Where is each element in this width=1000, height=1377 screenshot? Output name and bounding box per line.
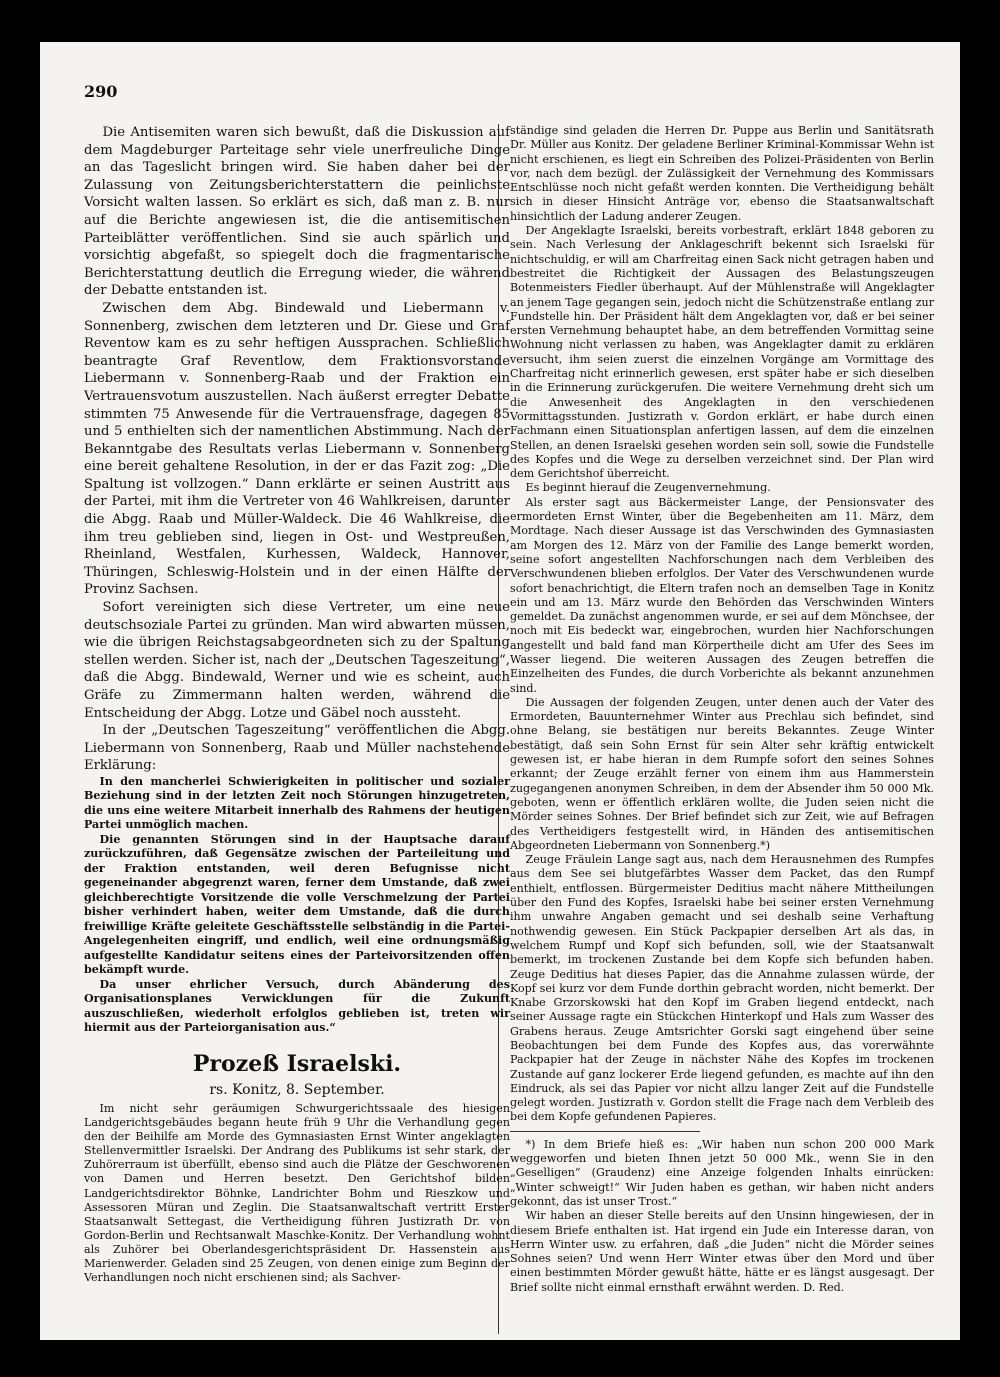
footnote-paragraph: *) In dem Briefe hieß es: „Wir haben nun schon 200 000 Mark weggeworfen und bieten Ihnen jetzt 50 000 Mk., wenn Sie in den „Geselligen“ (Graudenz) eine Anzeige folgenden Inhalts einrücken: „Winter schweigt!“ Wir Juden haben es gethan, wir haben nicht anders gekonnt, das ist unser Trost.“: [510, 1137, 934, 1208]
article-paragraph: Die Antisemiten waren sich bewußt, daß die Diskussion auf dem Magdeburger Parteitage sehr viele unerfreuliche Dinge an das Tageslicht bringen wird. Sie haben daher bei der Zulassung von Zeitungsberichterstattern die peinlichste Vorsicht walten lassen. So erklärt es sich, daß man z. B. nur auf die Berichte angewiesen ist, die die antisemitischen Parteiblätter veröffentlichen. Sind sie auch spärlich und vorsichtig abgefaßt, so spiegelt doch die fragmentarische Berichterstattung deutlich die Erregung wieder, die während der Debatte entstanden ist.: [84, 125, 510, 299]
article-paragraph: Zeuge Fräulein Lange sagt aus, nach dem Herausnehmen des Rumpfes aus dem See sei blutgefärbtes Wasser dem Packet, das den Rumpf enthielt, entflossen. Bürgermeister Deditius macht nähere Mittheilungen über den Fund des Kopfes, Israelski habe bei seiner ersten Vernehmung ihm unwahre Angaben gemacht und sei deshalb seine Verhaftung nothwendig gewesen. Ein Stück Packpapier derselben Art als das, in welchem Rumpf und Kopf sich befunden, soll, wie der Staatsanwalt bemerkt, im trockenen Zustande bei dem Kopfe sich befunden haben. Zeuge Deditius hat dieses Papier, das die Annahme zulassen würde, der Kopf sei kurz vor dem Funde dorthin gebracht worden, nicht bemerkt. Der Knabe Grzorskowski hat den Kopf im Graben liegend entdeckt, nach seiner Aussage ragte ein Stückchen Hinterkopf und Hals zum Wasser des Grabens heraus. Zeuge Amtsrichter Gorski sagt eingehend über seine Beobachtungen bei dem Funde des Kopfes aus, das vorerwähnte Packpapier hat der Zeuge in nächster Nähe des Kopfes im trockenen Zustande auf ganz lockerer Erde liegend gefunden, es machte auf ihn den Eindruck, als sei das Papier vor nicht allzu langer Zeit auf die Fundstelle gelegt worden. Justizrath v. Gordon stellt die Frage nach dem Verbleib des bei dem Kopfe gefundenen Papieres.: [510, 853, 934, 1124]
left-column: [84, 124, 510, 1285]
dateline: rs. Konitz, 8. September.: [209, 1081, 385, 1098]
article-paragraph: Es beginnt hierauf die Zeugenvernehmung.: [525, 481, 771, 495]
declaration-paragraph: Da unser ehrlicher Versuch, durch Abänderung des Organisationsplanes Verwicklungen für die Zukunft auszuschließen, wiederholt erfolglos geblieben ist, treten wir hiermit aus der Parteiorganisation aus.“: [84, 977, 510, 1035]
article-paragraph: ständige sind geladen die Herren Dr. Puppe aus Berlin und Sanitätsrath Dr. Müller aus Konitz. Der geladene Berliner Kriminal-Kommissar Wehn ist nicht erschienen, es liegt ein Schreiben des Polizei-Präsidenten von Berlin vor, nach dem bezügl. der Zulässigkeit der Vernehmung des Kommissars Entschlüsse noch nicht gefaßt werden konnten. Die Vertheidigung behält sich in dieser Hinsicht Anträge vor, ebenso die Staatsanwaltschaft hinsichtlich der Ladung anderer Zeugen.: [510, 124, 934, 223]
article-paragraph: Zwischen dem Abg. Bindewald und Liebermann v. Sonnenberg, zwischen dem letzteren und Dr. Giese und Graf Reventow kam es zu sehr heftigen Aussprachen. Schließlich beantragte Graf Reventlow, dem Fraktionsvorstande Liebermann v. Sonnenberg-Raab und der Fraktion ein Vertrauensvotum auszustellen. Nach äußerst erregter Debatte stimmten 75 Anwesende für die Vertrauensfrage, dagegen 85 und 5 enthielten sich der namentlichen Abstimmung. Nach der Bekanntgabe des Resultats verlas Liebermann v. Sonnenberg eine bereit gehaltene Resolution, in der er das Fazit zog: „Die Spaltung ist vollzogen.“ Dann erklärte er seinen Austritt aus der Partei, mit ihm die Vertreter von 46 Wahlkreisen, darunter die Abgg. Raab und Müller-Waldeck. Die 46 Wahlkreise, die ihm treu geblieben sind, liegen in Ost- und Westpreußen, Rheinland, Westfalen, Kurhessen, Waldeck, Hannover, Thüringen, Schleswig-Holstein und in der einen Hälfte der Provinz Sachsen.: [84, 300, 510, 598]
newspaper-page: [40, 42, 960, 1340]
article-paragraph: Als erster sagt aus Bäckermeister Lange, der Pensionsvater des ermordeten Ernst Winter, über die Begebenheiten am 11. März, dem Mordtage. Nach dieser Aussage ist das Verschwinden des Gymnasiasten am Morgen des 12. März von der Familie des Lange bemerkt worden, seine sofort angestellten Nachforschungen nach dem Verbleiben des Verschwundenen blieben erfolglos. Der Vater des Verschwundenen wurde sofort benachrichtigt, die Eltern trafen noch an demselben Tage in Konitz ein und am 13. März wurde den Behörden das Verschwinden Winters gemeldet. Da zunächst angenommen wurde, er sei auf dem Mönchsee, der noch mit Eis bedeckt war, eingebrochen, wurden hier Nachforschungen angestellt und bald fand man Körpertheile dicht am Ufer des Sees im Wasser liegend. Die weiteren Aussagen des Zeugen betreffen die Einzelheiten des Fundes, die durch Vorberichte als bekannt anzunehmen sind.: [510, 495, 934, 695]
footnote-paragraph: Wir haben an dieser Stelle bereits auf den Unsinn hingewiesen, der in diesem Briefe enthalten ist. Hat irgend ein Jude ein Interesse daran, von Herrn Winter usw. zu erfahren, daß „die Juden“ nicht die Mörder seines Sohnes seien? Und wenn Herr Winter etwas über den Mord und über einen bestimmten Mörder gewußt hätte, hätte er es längst ausgesagt. Der Brief sollte nicht einmal ernsthaft erwähnt werden. D. Red.: [510, 1209, 934, 1294]
declaration: [84, 775, 510, 1036]
article-heading: Prozeß Israelski.: [192, 1050, 402, 1077]
article-paragraph: In der „Deutschen Tageszeitung“ veröffentlichen die Abgg. Liebermann von Sonnenberg, Raab und Müller nachstehende Erklärung:: [84, 723, 510, 774]
trial-article-continued: [510, 124, 934, 1125]
article-paragraph: Der Angeklagte Israelski, bereits vorbestraft, erklärt 1848 geboren zu sein. Nach Verlesung der Anklageschrift bekennt sich Israelski für nichtschuldig, er will am Charfreitag einen Sack nicht getragen haben und bestreitet die Richtigkeit der Aussagen des Belastungszeugen Botenmeisters Fiedler überhaupt. Auf der Mühlenstraße will Angeklagter an jenem Tage gegangen sein, jedoch nicht die Schützenstraße entlang zur Fundstelle hin. Der Präsident hält dem Angeklagten vor, daß er bei seiner ersten Vernehmung behauptet habe, an dem betreffenden Vormittag seine Wohnung nicht verlassen zu haben, was Angeklagter damit zu erklären versucht, ihm seien zuerst die einzelnen Vorgänge am Vormittage des Charfreitag nicht erinnerlich gewesen, erst später habe er sich dieselben in die Erinnerung zurückgerufen. Die weitere Vernehmung dreht sich um die Anwesenheit des Angeklagten in den verschiedenen Vormittagsstunden. Justizrath v. Gordon erklärt, er habe durch einen Fachmann einen Situationsplan anfertigen lassen, auf dem die einzelnen Stellen, an denen Israelski gesehen worden sein soll, sowie die Fundstelle des Kopfes und die Wege zu derselben verzeichnet sind. Der Plan wird dem Gerichtshof überreicht.: [510, 224, 934, 481]
footnote: [510, 1138, 934, 1295]
trial-article: [84, 1102, 510, 1285]
article-paragraph: Sofort vereinigten sich diese Vertreter, um eine neue deutschsoziale Partei zu gründen. Man wird abwarten müssen, wie die übrigen Reichstagsabgeordneten sich zu der Spaltung stellen werden. Sicher ist, nach der „Deutschen Tageszeitung“, daß die Abgg. Bindewald, Werner und wie es scheint, auch Gräfe zu Zimmermann halten werden, während die Entscheidung der Abgg. Lotze und Gäbel noch aussteht.: [84, 600, 510, 721]
page-number: 290: [84, 82, 118, 101]
declaration-paragraph: In den mancherlei Schwierigkeiten in politischer und sozialer Beziehung sind in der letzten Zeit noch Störungen hinzugetreten, die uns eine weitere Mitarbeit innerhalb des Rahmens der heutigen Partei unmöglich machen.: [84, 774, 510, 832]
declaration-paragraph: Die genannten Störungen sind in der Hauptsache darauf zurückzuführen, daß Gegensätze zwischen der Parteileitung und der Fraktion entstanden, weil deren Befugnisse nicht gegeneinander abgegrenzt waren, ferner dem Umstande, daß zwei gleichberechtigte Vorsitzende die volle Verschmelzung der Partei bisher verhindert haben, weiter dem Umstande, daß die durch freiwillige Kräfte geleitete Geschäftsstelle selbständig in die Partei-Angelegenheiten eingriff, und endlich, weil eine ordnungsmäßig aufgestellte Kandidatur seitens eines der Parteivorsitzenden offen bekämpft wurde.: [84, 832, 510, 977]
article-paragraph: Die Aussagen der folgenden Zeugen, unter denen auch der Vater des Ermordeten, Bauunternehmer Winter aus Prechlau sich befindet, sind ohne Belang, sie bestätigen nur bereits Bekanntes. Zeuge Winter bestätigt, daß sein Sohn Ernst für sein Alter sehr kräftig entwickelt gewesen ist, er habe hieran in dem Rumpfe sofort den seines Sohnes erkannt; der Zeuge erzählt ferner von einem ihm aus Hammerstein zugegangenen anonymen Schreiben, in dem der Absender ihm 50 000 Mk. geboten, wenn er öffentlich erklären wollte, die Juden seien nicht die Mörder seines Sohnes. Der Brief befindet sich zur Zeit, wie auf Befragen des Vertheidigers festgestellt wird, in Händen des antisemitischen Abgeordneten Liebermann von Sonnenberg.*): [510, 695, 934, 852]
footnote-rule: [510, 1131, 700, 1132]
article-paragraph: Im nicht sehr geräumigen Schwurgerichtssaale des hiesigen Landgerichtsgebäudes begann heute früh 9 Uhr die Verhandlung gegen den der Beihilfe am Morde des Gymnasiasten Ernst Winter angeklagten Stellenvermittler Israelski. Der Andrang des Publikums ist sehr stark, der Zuhörerraum ist überfüllt, ebenso sind auch die Plätze der Geschworenen von Damen und Herren besetzt. Den Gerichtshof bilden Landgerichtsdirektor Böhnke, Landrichter Bohm und Rieszkow und Assessoren Müran und Zeglin. Die Staatsanwaltschaft vertritt Erster Staatsanwalt Settegast, die Vertheidigung führen Justizrath Dr. von Gordon-Berlin und Rechtsanwalt Maschke-Konitz. Der Verhandlung wohnt als Zuhörer bei Oberlandesgerichtspräsident Dr. Hassenstein aus Marienwerder. Geladen sind 25 Zeugen, von denen einige zum Beginn der Verhandlungen noch nicht erschienen sind; als Sachver-: [84, 1101, 510, 1285]
antisemites-article: [84, 124, 510, 775]
right-column: [510, 124, 934, 1295]
